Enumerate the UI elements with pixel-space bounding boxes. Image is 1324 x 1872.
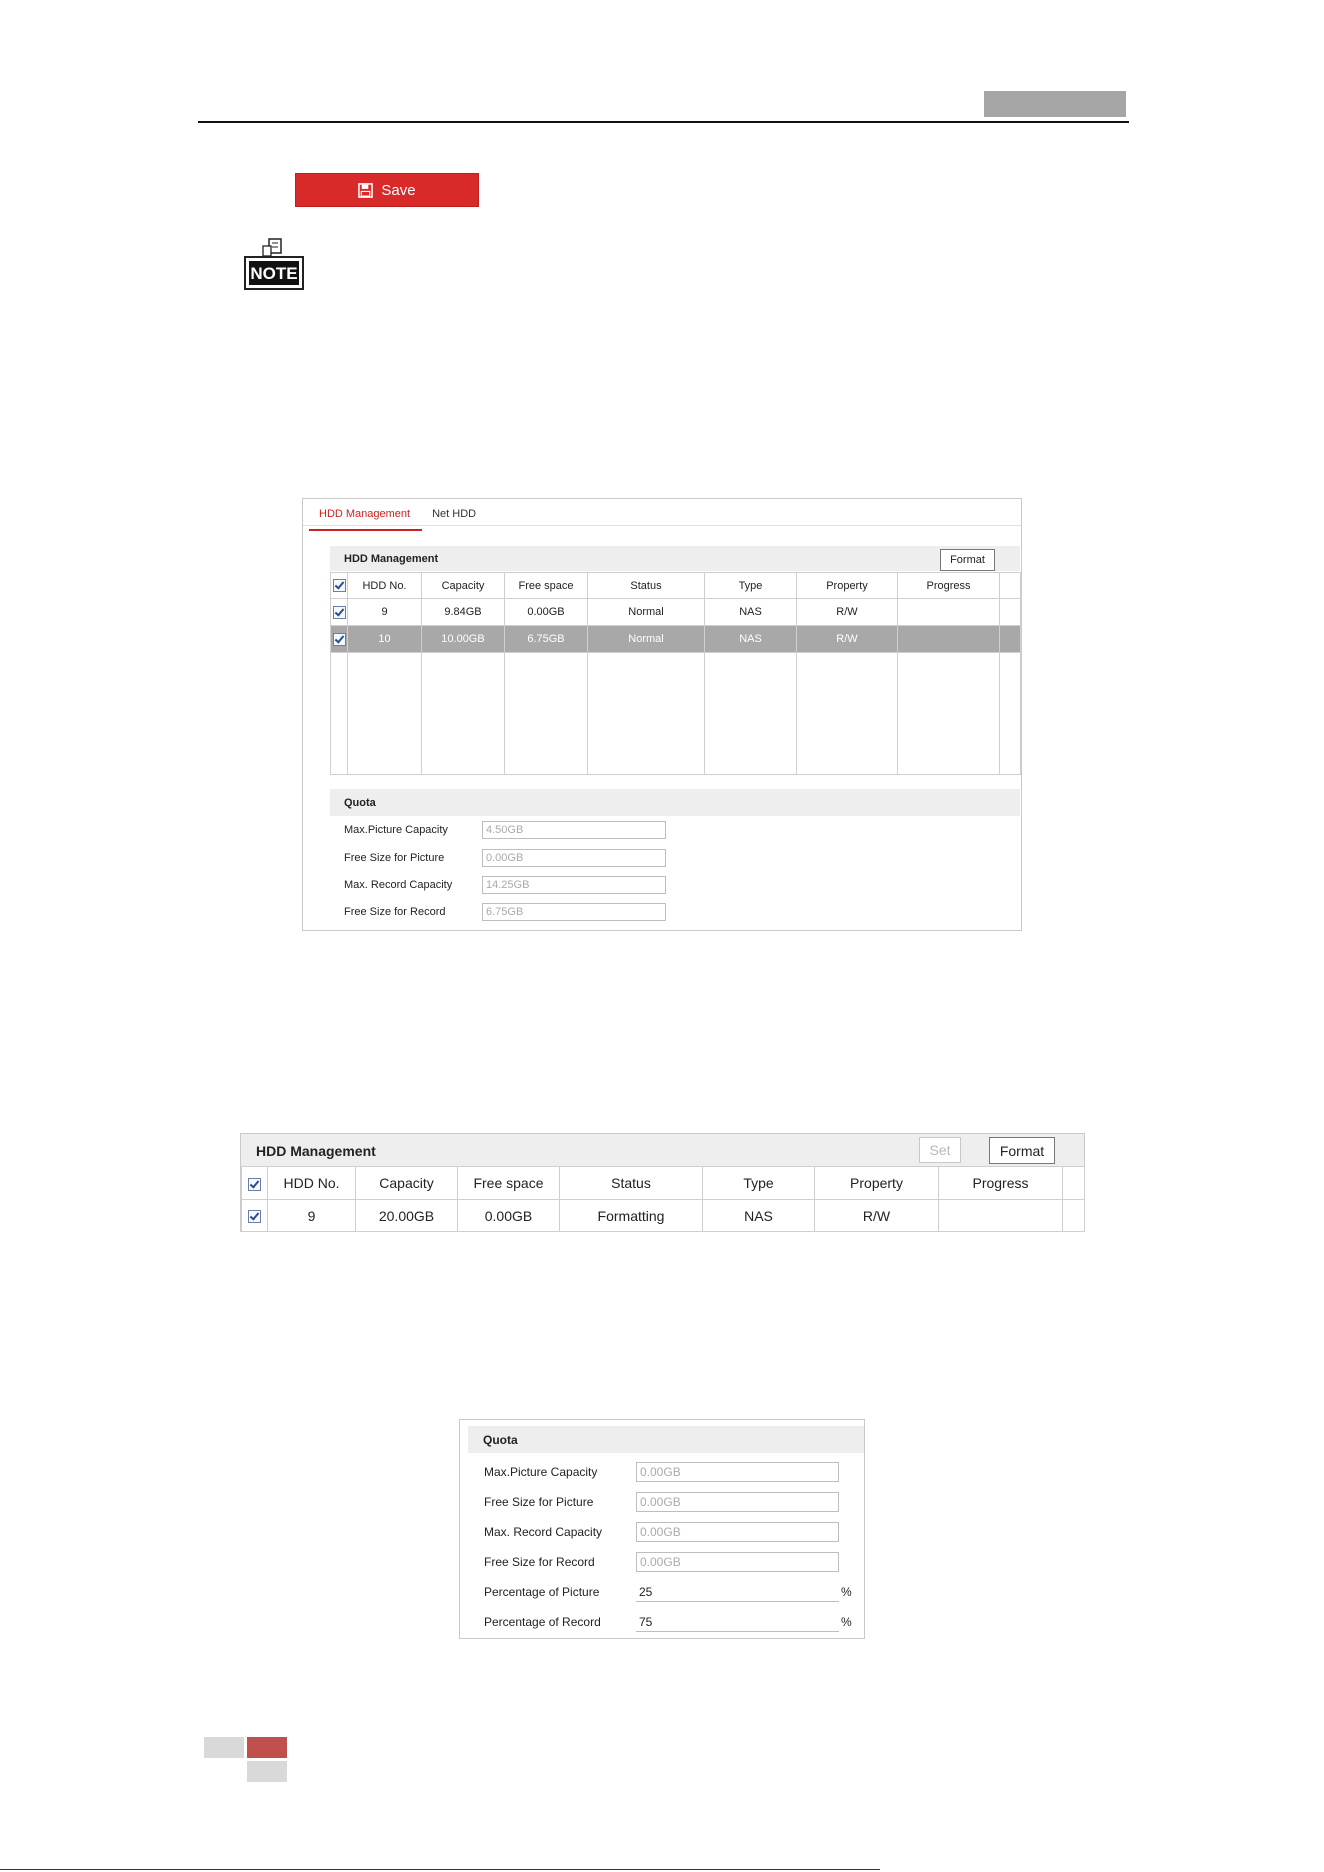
svg-text:NOTE: NOTE (250, 264, 298, 283)
free-size-picture-field: 0.00GB (482, 849, 666, 867)
column-header: Status (560, 1167, 703, 1200)
row-checkbox-cell[interactable] (242, 1200, 268, 1232)
cell-type: NAS (705, 599, 797, 626)
header-tab-block (984, 91, 1126, 117)
column-header: Type (703, 1167, 815, 1200)
quota-row (484, 1612, 852, 1632)
scrollbar-cell (1063, 1200, 1085, 1232)
field-label: Free Size for Record (484, 1555, 595, 1569)
footer-rule (0, 1869, 880, 1870)
header-rule (198, 121, 1129, 123)
table-row[interactable] (242, 1200, 1085, 1232)
cell-type: NAS (703, 1200, 815, 1232)
cell-type: NAS (705, 626, 797, 653)
tab-divider (303, 525, 1021, 526)
quota-row (344, 903, 666, 921)
column-header: Capacity (422, 573, 505, 599)
field-label: Max.Picture Capacity (344, 824, 448, 836)
column-header: Free space (458, 1167, 560, 1200)
cell-status: Normal (588, 626, 705, 653)
tab-hdd-management[interactable]: HDD Management (309, 499, 422, 531)
cell-property: R/W (797, 599, 898, 626)
checkbox[interactable] (248, 1178, 261, 1191)
section-header (330, 546, 1020, 571)
max-record-capacity-field: 14.25GB (482, 876, 666, 894)
column-header: Progress (898, 573, 1000, 599)
free-size-record-field: 0.00GB (636, 1552, 839, 1572)
percent-unit: % (841, 1585, 852, 1599)
footer-block (247, 1761, 287, 1782)
quota-panel (459, 1419, 865, 1639)
percentage-picture-input[interactable]: 25 (636, 1582, 839, 1602)
table-empty-area (331, 653, 1021, 775)
select-all-checkbox[interactable] (331, 573, 348, 599)
cell-free-space: 0.00GB (458, 1200, 560, 1232)
table-row-selected[interactable] (331, 626, 1021, 653)
cell-capacity: 20.00GB (356, 1200, 458, 1232)
free-size-record-field: 6.75GB (482, 903, 666, 921)
hdd-table (330, 572, 1021, 775)
tab-net-hdd[interactable]: Net HDD (432, 508, 477, 520)
max-picture-capacity-field: 4.50GB (482, 821, 666, 839)
max-picture-capacity-field: 0.00GB (636, 1462, 839, 1482)
quota-title: Quota (344, 797, 376, 809)
hdd-formatting-panel (240, 1133, 1085, 1232)
section-title: HDD Management (344, 553, 439, 565)
cell-hdd-no: 9 (268, 1200, 356, 1232)
column-header: Status (588, 573, 705, 599)
scrollbar-cell (1063, 1167, 1085, 1200)
scrollbar-cell (1000, 599, 1021, 626)
field-label: Max. Record Capacity (484, 1525, 603, 1539)
column-header: Free space (505, 573, 588, 599)
cell-progress (898, 626, 1000, 653)
table-header-row (331, 573, 1021, 599)
table-header-row (242, 1167, 1085, 1200)
quota-row (484, 1552, 839, 1572)
cell-capacity: 10.00GB (422, 626, 505, 653)
cell-free-space: 6.75GB (505, 626, 588, 653)
checkbox[interactable] (333, 633, 346, 646)
percentage-record-input[interactable]: 75 (636, 1612, 839, 1632)
quota-row (484, 1522, 839, 1542)
save-button-label: Save (381, 181, 416, 199)
field-label: Percentage of Picture (484, 1585, 600, 1599)
column-header: Property (815, 1167, 939, 1200)
cell-capacity: 9.84GB (422, 599, 505, 626)
column-header: Type (705, 573, 797, 599)
field-label: Percentage of Record (484, 1615, 601, 1629)
quota-row (484, 1492, 839, 1512)
format-button[interactable]: Format (989, 1137, 1055, 1164)
scrollbar-cell (1000, 626, 1021, 653)
quota-title: Quota (483, 1433, 518, 1447)
table-row[interactable] (331, 599, 1021, 626)
cell-free-space: 0.00GB (505, 599, 588, 626)
free-size-picture-field: 0.00GB (636, 1492, 839, 1512)
select-all-checkbox[interactable] (242, 1167, 268, 1200)
column-header: Progress (939, 1167, 1063, 1200)
format-button[interactable]: Format (940, 549, 995, 571)
column-header: HDD No. (268, 1167, 356, 1200)
field-label: Free Size for Picture (484, 1495, 594, 1509)
quota-row (484, 1582, 852, 1602)
set-button[interactable]: Set (919, 1137, 961, 1163)
save-button[interactable] (295, 173, 479, 207)
cell-status: Formatting (560, 1200, 703, 1232)
checkbox[interactable] (248, 1210, 261, 1223)
quota-row (344, 821, 666, 839)
cell-hdd-no: 10 (348, 626, 422, 653)
max-record-capacity-field: 0.00GB (636, 1522, 839, 1542)
note-icon (243, 238, 305, 290)
field-label: Max. Record Capacity (344, 879, 453, 891)
row-checkbox-cell[interactable] (331, 626, 348, 653)
section-title: HDD Management (256, 1143, 376, 1159)
quota-header (330, 789, 1020, 816)
checkbox[interactable] (333, 579, 346, 592)
column-header: Property (797, 573, 898, 599)
cell-status: Normal (588, 599, 705, 626)
cell-hdd-no: 9 (348, 599, 422, 626)
percent-unit: % (841, 1615, 852, 1629)
scrollbar-cell (1000, 573, 1021, 599)
footer-block (204, 1737, 244, 1758)
field-label: Free Size for Picture (344, 852, 445, 864)
cell-property: R/W (815, 1200, 939, 1232)
checkbox[interactable] (333, 606, 346, 619)
column-header: HDD No. (348, 573, 422, 599)
cell-progress (939, 1200, 1063, 1232)
field-label: Free Size for Record (344, 906, 446, 918)
cell-progress (898, 599, 1000, 626)
quota-row (484, 1462, 839, 1482)
field-label: Max.Picture Capacity (484, 1465, 598, 1479)
quota-row (344, 849, 666, 867)
quota-header (468, 1426, 864, 1453)
quota-row (344, 876, 666, 894)
row-checkbox-cell[interactable] (331, 599, 348, 626)
cell-property: R/W (797, 626, 898, 653)
footer-block-accent (247, 1737, 287, 1758)
hdd-table (241, 1166, 1085, 1232)
floppy-disk-icon (358, 183, 373, 198)
column-header: Capacity (356, 1167, 458, 1200)
hdd-management-panel (302, 498, 1022, 931)
